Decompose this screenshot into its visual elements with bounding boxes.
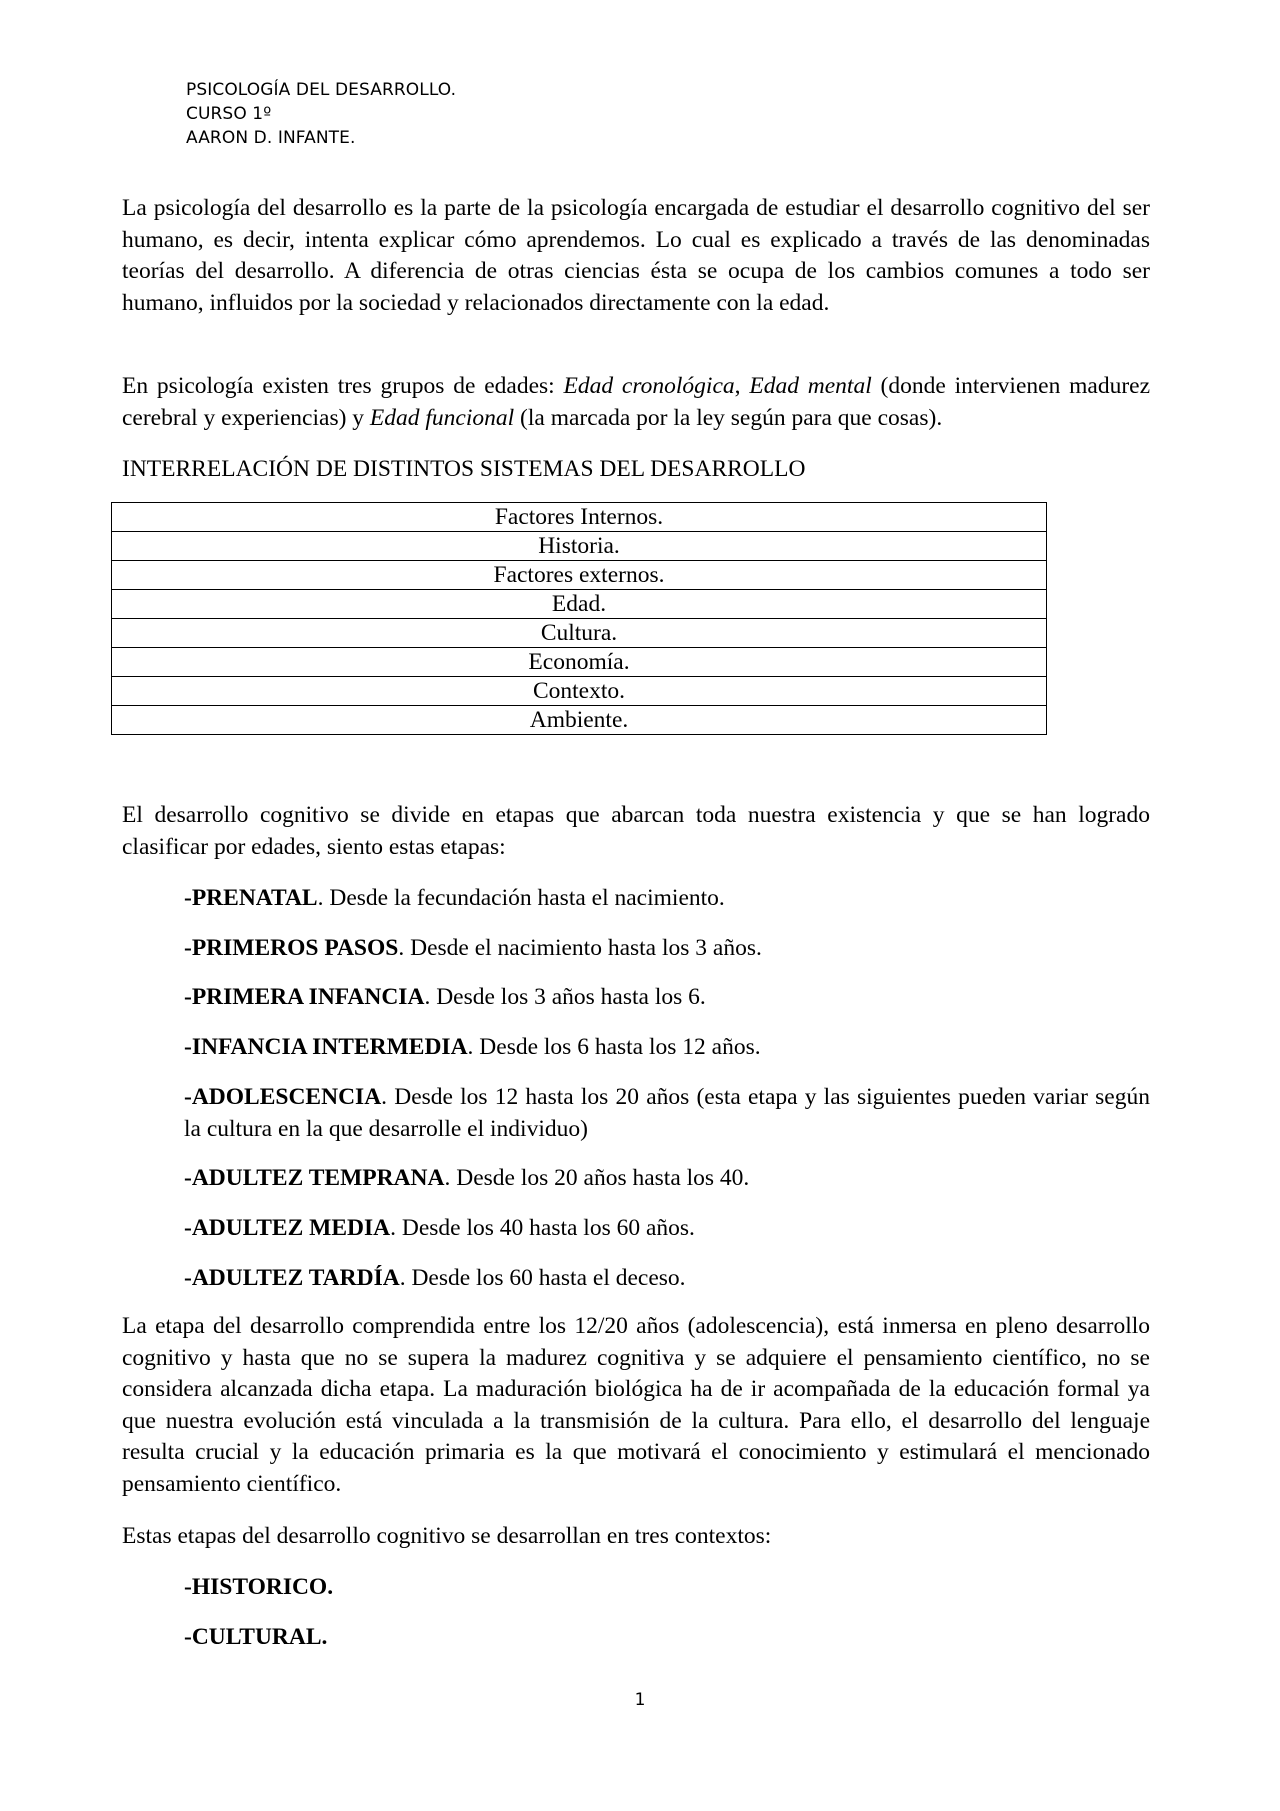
- stages-intro-paragraph: El desarrollo cognitivo se divide en etapas que abarcan toda nuestra existencia y que se han logrado clasificar por edades, siento estas etapas:: [122, 802, 1150, 860]
- stage-name: -PRIMERA INFANCIA: [184, 984, 425, 1010]
- table-row: [112, 648, 1047, 677]
- stage-item: -PRIMEROS PASOS. Desde el nacimiento hasta los 3 años.: [184, 935, 762, 961]
- contexts-intro-paragraph: Estas etapas del desarrollo cognitivo se desarrollan en tres contextos:: [122, 1523, 772, 1549]
- development-systems-table: [111, 502, 1047, 735]
- table-row: [112, 561, 1047, 590]
- intro-paragraph-2: En psicología existen tres grupos de edades: Edad cronológica, Edad mental (donde intervienen madurez cerebral y experiencias) y Edad funcional (la marcada por la ley según para que cosas).: [122, 373, 1151, 431]
- stage-item: -ADULTEZ MEDIA. Desde los 40 hasta los 60 años.: [184, 1215, 695, 1241]
- stage-name: -ADOLESCENCIA: [184, 1084, 382, 1110]
- document-header: [186, 78, 456, 150]
- stage-name: -ADULTEZ TEMPRANA: [184, 1165, 445, 1191]
- table-cell: Ambiente.: [112, 706, 1047, 735]
- term-edad-mental: Edad mental: [749, 373, 872, 399]
- table-row: [112, 619, 1047, 648]
- table-row: [112, 503, 1047, 532]
- table-row: [112, 590, 1047, 619]
- adolescence-paragraph: La etapa del desarrollo comprendida entre los 12/20 años (adolescencia), está inmersa en pleno desarrollo cognitivo y hasta que no se supera la madurez cognitiva y se adquiere el pensamiento científico, no se considera alcanzada dicha etapa. La maduración biológica ha de ir acompañada de la educación formal ya que nuestra evolución está vinculada a la transmisión de la cultura. Para ello, el desarrollo del lenguaje resulta crucial y la educación primaria es la que motivará el conocimiento y estimulará el mencionado pensamiento científico.: [122, 1313, 1150, 1497]
- header-course: CURSO 1º: [186, 104, 272, 124]
- header-subject: PSICOLOGÍA DEL DESARROLLO.: [186, 80, 457, 100]
- table-row: [112, 532, 1047, 561]
- table-cell: Factores externos.: [112, 561, 1047, 590]
- stage-name: -PRIMEROS PASOS: [184, 935, 399, 961]
- stage-name: -PRENATAL: [184, 885, 318, 911]
- table-cell: Factores Internos.: [112, 503, 1047, 532]
- stage-name: -ADULTEZ MEDIA: [184, 1215, 391, 1241]
- stage-item: -PRIMERA INFANCIA. Desde los 3 años hasta los 6.: [184, 984, 706, 1010]
- context-item: -HISTORICO.: [184, 1574, 334, 1600]
- table-cell: Contexto.: [112, 677, 1047, 706]
- table-cell: Edad.: [112, 590, 1047, 619]
- table-cell: Cultura.: [112, 619, 1047, 648]
- header-author: AARON D. INFANTE.: [186, 128, 356, 148]
- stage-item: -PRENATAL. Desde la fecundación hasta el nacimiento.: [184, 885, 725, 911]
- stage-item: -ADULTEZ TEMPRANA. Desde los 20 años hasta los 40.: [184, 1165, 750, 1191]
- table-cell: Historia.: [112, 532, 1047, 561]
- table-row: [112, 706, 1047, 735]
- stage-item: -ADULTEZ TARDÍA. Desde los 60 hasta el deceso.: [184, 1265, 686, 1291]
- page-number: 1: [634, 1690, 646, 1710]
- table-title: INTERRELACIÓN DE DISTINTOS SISTEMAS DEL DESARROLLO: [122, 456, 806, 482]
- stage-item: -ADOLESCENCIA. Desde los 12 hasta los 20 años (esta etapa y las siguientes pueden variar según la cultura en la que desarrolle el individuo): [184, 1084, 1150, 1142]
- intro-paragraph-1: La psicología del desarrollo es la parte de la psicología encargada de estudiar el desarrollo cognitivo del ser humano, es decir, intenta explicar cómo aprendemos. Lo cual es explicado a través de las denominadas teorías del desarrollo. A diferencia de otras ciencias ésta se ocupa de los cambios comunes a todo ser humano, influidos por la sociedad y relacionados directamente con la edad.: [122, 195, 1150, 316]
- stage-name: -ADULTEZ TARDÍA: [184, 1265, 400, 1291]
- context-item: -CULTURAL.: [184, 1624, 328, 1650]
- table-row: [112, 677, 1047, 706]
- stage-item: -INFANCIA INTERMEDIA. Desde los 6 hasta los 12 años.: [184, 1034, 761, 1060]
- table-cell: Economía.: [112, 648, 1047, 677]
- term-edad-cronologica: Edad cronológica: [563, 373, 735, 399]
- stage-name: -INFANCIA INTERMEDIA: [184, 1034, 468, 1060]
- term-edad-funcional: Edad funcional: [369, 404, 515, 431]
